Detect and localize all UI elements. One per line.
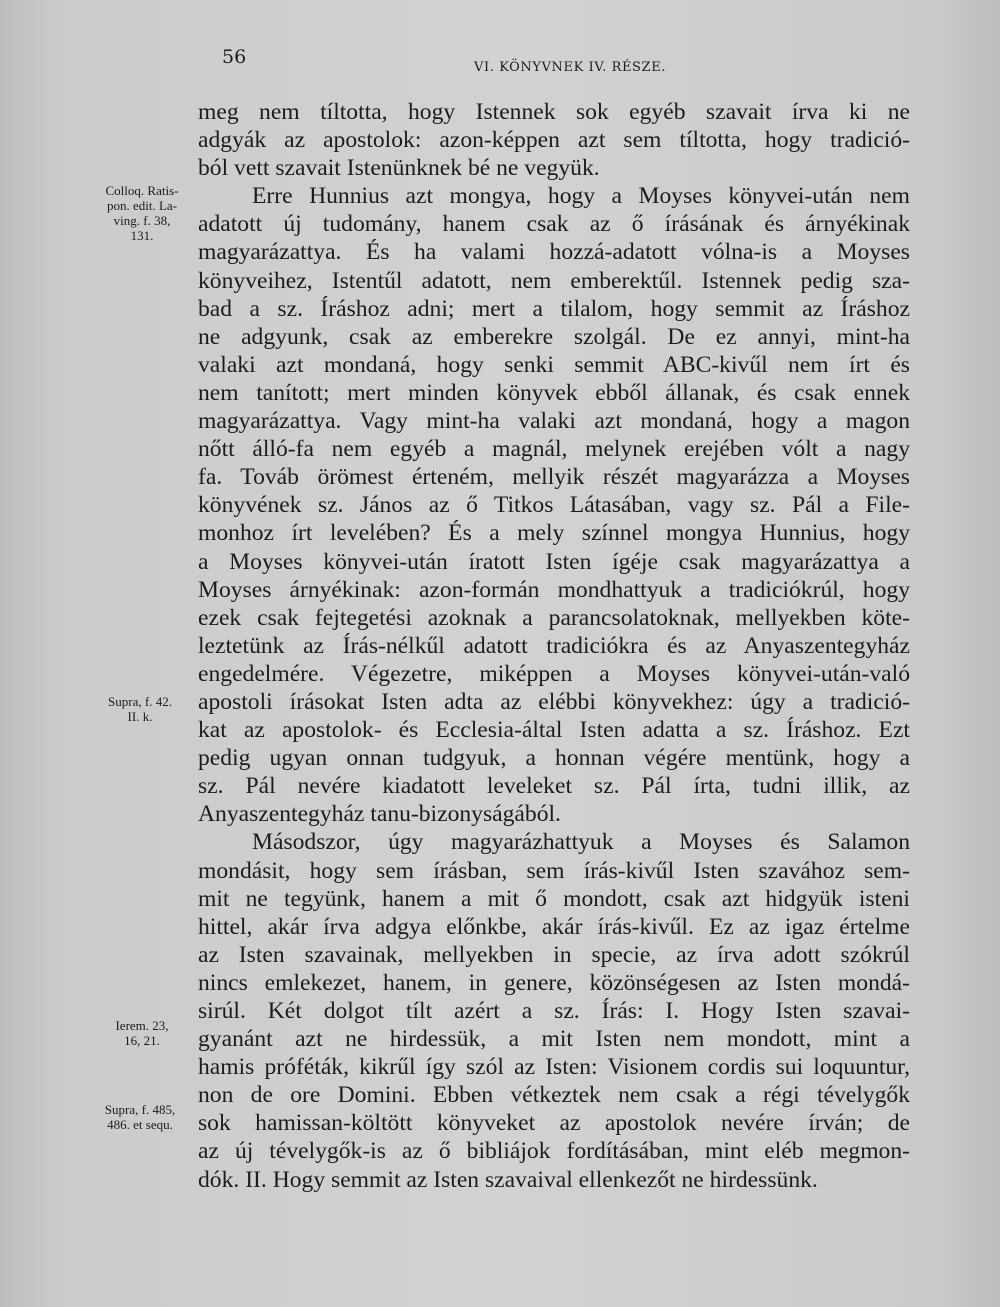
text-line: könyvének sz. János az ő Titkos Látasában, vagy sz. Pál a File- <box>198 492 910 519</box>
text-line: sok hamissan-költött könyveket az apostolok nevére írván; de <box>198 1110 910 1137</box>
text-line: sz. Pál nevére kiadatott leveleket sz. Pál írta, tudni illik, az <box>198 773 910 800</box>
margin-note-line: Colloq. Ratis- <box>105 183 179 198</box>
text-line: meg nem tíltotta, hogy Istennek sok egyéb szavait írva ki ne <box>198 99 910 125</box>
text-line: sirúl. Két dolgot tílt azért a sz. Írás: I. Hogy Isten szavai- <box>198 998 910 1024</box>
text-line: fa. Továb örömest érteném, mellyik részét magyarázza a Moyses <box>198 464 910 491</box>
text-line: Moyses árnyékinak: azon-formán mondhattyuk a tradiciókrúl, hogy <box>198 576 910 603</box>
text-line: nőtt álló-fa nem egyéb a magnál, melynek erejében vólt a nagy <box>198 436 910 463</box>
text-line: adgyák az apostolok: azon-képpen azt sem tíltotta, hogy tradició- <box>198 127 910 154</box>
page-number: 56 <box>222 46 247 68</box>
margin-note-line: 131. <box>130 228 154 243</box>
margin-note-line: Ierem. 23, <box>115 1018 169 1033</box>
text-line: a Moyses könyvei-után íratott Isten ígéje csak magyarázattya a <box>198 548 910 575</box>
text-line: mit ne tegyünk, hanem a mit ő mondott, csak azt hidgyük isteni <box>198 885 910 912</box>
text-line: az Isten szavainak, mellyekben in specie, az írva adott szókrúl <box>198 941 910 968</box>
text-line: apostoli írásokat Isten adta az elébbi könyvekhez: úgy a tradició- <box>198 688 910 715</box>
text-line: ból vett szavait Istenünknek bé ne vegyük. <box>198 155 600 182</box>
text-line: magyarázattya. Vagy mint-ha valaki azt mondaná, hogy a magon <box>198 408 910 435</box>
text-line: gyanánt azt ne hirdessük, a mit Isten nem mondott, mint a <box>198 1026 910 1053</box>
text-line: mondásit, hogy sem írásban, sem írás-kivűl Isten szavához sem- <box>198 857 910 884</box>
margin-note-line: Supra, f. 42. <box>108 694 172 709</box>
body-text <box>198 98 910 1194</box>
text-line: az új tévelygők-is az ő bibliájok fordításában, mint eléb megmon- <box>198 1138 910 1165</box>
text-line: kat az apostolok- és Ecclesia-által Isten adatta a sz. Íráshoz. Ezt <box>198 717 910 744</box>
text-line: non de ore Domini. Ebben vétkeztek nem csak a régi tévelygők <box>198 1082 910 1109</box>
margin-note <box>92 183 192 243</box>
text-line: valaki azt mondaná, hogy senki semmit ABC-kivűl nem írt és <box>198 351 910 378</box>
margin-notes <box>0 0 200 1307</box>
text-line: Anyaszentegyház tanu-bizonyságából. <box>198 801 561 828</box>
text-line: bad a sz. Íráshoz adni; mert a tilalom, hogy semmit az Íráshoz <box>198 295 910 322</box>
margin-note-line: pon. edit. La- <box>106 198 178 213</box>
text-line: ne adgyunk, csak az emberekre szolgál. De ez annyi, mint-ha <box>198 323 910 350</box>
margin-note-line: Supra, f. 485, <box>104 1102 176 1117</box>
text-line: ezek csak fejtegetési azoknak a parancsolatoknak, mellyekben köte- <box>198 604 910 631</box>
text-line: pedig ugyan onnan tudgyuk, a honnan végére mentünk, hogy a <box>198 745 910 772</box>
margin-note-line: ving. f. 38, <box>113 213 171 228</box>
margin-note-line: 486. et sequ. <box>107 1117 173 1132</box>
text-line: dók. II. Hogy semmit az Isten szavaival ellenkezőt ne hirdessünk. <box>198 1166 818 1193</box>
margin-note-line: II. k. <box>127 709 153 724</box>
text-line: hamis próféták, kikrűl így szól az Isten: Visionem cordis sui loquuntur, <box>198 1054 910 1081</box>
text-line: könyveihez, Istentűl adatott, nem emberektűl. Istennek pedig sza- <box>198 267 910 294</box>
text-line: adatott új tudomány, hanem csak az ő írásának és árnyékinak <box>198 211 910 238</box>
text-line: hittel, akár írva adgya előnkbe, akár írás-kivűl. Ez az igaz értelme <box>198 913 910 940</box>
text-line: Másodszor, úgy magyarázhattyuk a Moyses és Salamon <box>252 829 910 856</box>
text-line: leztetünk az Írás-nélkűl adatott tradiciókra és az Anyaszentegyház <box>198 632 910 659</box>
margin-note-line: 16, 21. <box>124 1033 160 1048</box>
text-line: nincs emlekezet, hanem, in genere, közönségesen az Isten mondá- <box>198 969 910 996</box>
text-line: engedelmére. Végezetre, miképpen a Moyses könyvei-után-való <box>198 660 910 687</box>
margin-note <box>90 1102 190 1132</box>
text-line: nem tanított; mert minden könyvek ebből állanak, és csak ennek <box>198 379 910 406</box>
text-line: monhoz írt levelében? És a mely színnel mongya Hunnius, hogy <box>198 520 910 547</box>
running-head: VI. KÖNYVNEK IV. RÉSZE. <box>474 60 667 75</box>
margin-note <box>90 694 190 724</box>
text-line: magyarázattya. És ha valami hozzá-adatott vólna-is a Moyses <box>198 239 910 266</box>
margin-note <box>92 1018 192 1048</box>
text-line: Erre Hunnius azt mongya, hogy a Moyses könyvei-után nem <box>252 183 910 210</box>
